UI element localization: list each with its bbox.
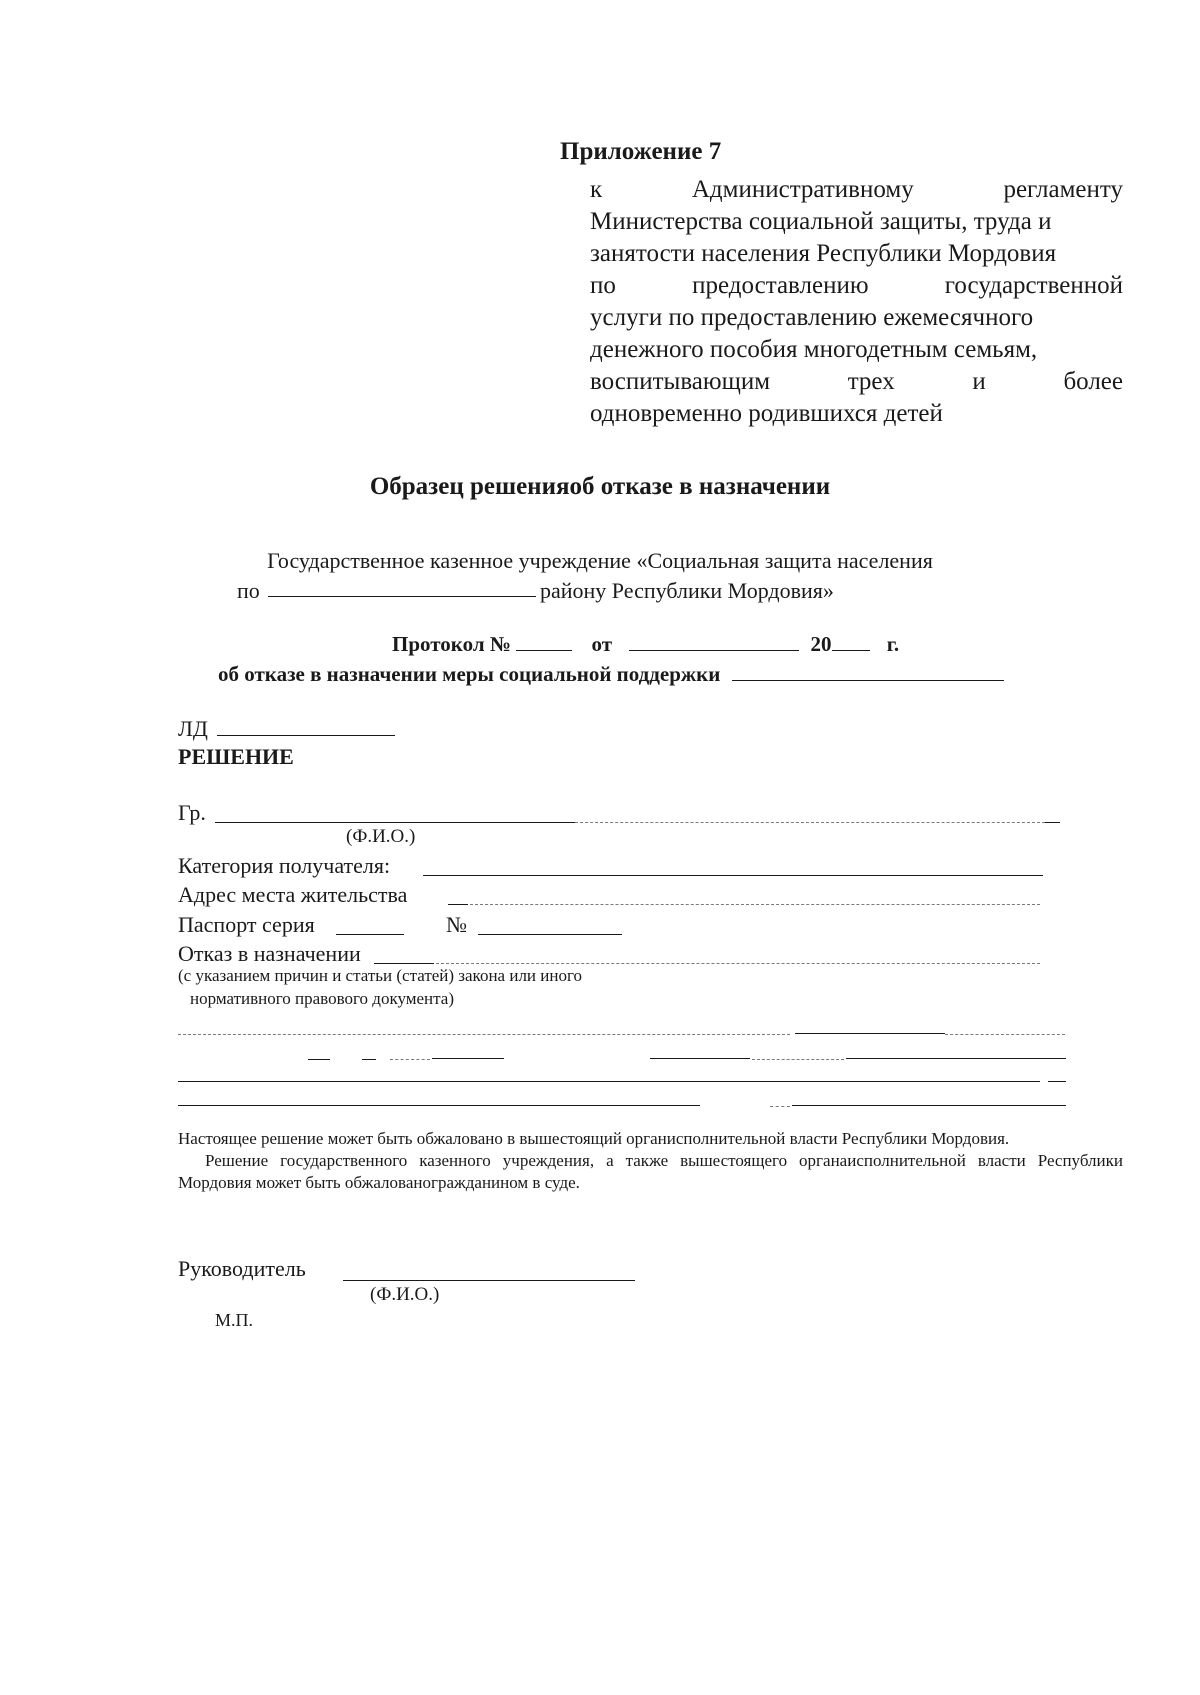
appendix-title: Приложение 7 xyxy=(560,138,722,165)
appendix-word: трех xyxy=(847,368,895,395)
reason-line-1-end xyxy=(945,1034,1065,1035)
ld-number-blank[interactable] xyxy=(217,735,395,736)
appendix-line-3 xyxy=(590,238,1123,270)
refusal-label: Отказ в назначении xyxy=(178,941,361,966)
appendix-word: одновременно родившихся детей xyxy=(590,400,943,427)
reason-line-4-end[interactable] xyxy=(792,1105,1066,1106)
refusal-blank-start xyxy=(374,963,434,964)
appeal-notice-para-2: Решение государственного казенного учреждения, а также вышестоящего органаисполнительной власти Республики Мордовия может быть обжалованогражданином в суде. xyxy=(178,1151,1123,1192)
citizen-fio-blank[interactable] xyxy=(215,822,575,823)
citizen-label: Гр. xyxy=(178,800,206,825)
head-fio-hint: (Ф.И.О.) xyxy=(370,1284,440,1305)
address-blank-start xyxy=(448,904,468,905)
reason-line-3[interactable] xyxy=(178,1081,1040,1082)
reason-line-2-seg-d xyxy=(432,1058,504,1059)
appendix-word: воспитывающим xyxy=(590,368,771,395)
appendix-line-7 xyxy=(590,366,1123,398)
protocol-heading xyxy=(392,632,899,657)
appendix-line-5 xyxy=(590,302,1123,334)
appendix-word: предоставлению xyxy=(692,272,869,299)
appendix-word: Министерства социальной защиты, труда и xyxy=(590,208,1052,235)
passport-series-blank[interactable] xyxy=(336,934,404,935)
protocol-g: г. xyxy=(886,632,900,656)
appeal-notice xyxy=(178,1128,1123,1194)
protocol-subheading-text: об отказе в назначении меры социальной поддержки xyxy=(218,662,721,686)
organization-line-2-suffix: району Республики Мордовия» xyxy=(540,578,834,603)
ld-label: ЛД xyxy=(178,716,208,741)
reason-line-2-seg-f xyxy=(752,1059,844,1060)
appendix-word: услуги по предоставлению ежемесячного xyxy=(590,304,1034,331)
protocol-date-blank[interactable] xyxy=(629,650,799,651)
category-blank[interactable] xyxy=(423,875,1043,876)
district-blank-line[interactable] xyxy=(268,596,536,597)
appendix-line-4 xyxy=(590,270,1123,302)
passport-series-label: Паспорт серия xyxy=(178,912,315,937)
head-signature-blank[interactable] xyxy=(343,1280,635,1281)
reason-line-1[interactable] xyxy=(795,1033,945,1034)
protocol-year: 20 xyxy=(810,632,832,656)
appendix-body xyxy=(590,174,1123,430)
protocol-year-blank[interactable] xyxy=(832,650,870,651)
citizen-fio-blank-faded xyxy=(575,822,1045,823)
appendix-word: занятости населения Республики Мордовия xyxy=(590,240,1057,267)
organization-line-2-prefix: по xyxy=(237,578,260,603)
appendix-word: и xyxy=(972,368,986,395)
citizen-fio-blank-end xyxy=(1045,822,1060,823)
appendix-line-1 xyxy=(590,174,1123,206)
appeal-notice-para-1: Настоящее решение может быть обжаловано в вышестоящий органисполнительной власти Республики Мордовия. xyxy=(178,1129,1010,1148)
document-title: Образец решенияоб отказе в назначении xyxy=(369,473,831,500)
reason-line-2-seg-c xyxy=(390,1059,430,1060)
passport-number-blank[interactable] xyxy=(478,934,622,935)
reason-line-4[interactable] xyxy=(178,1105,700,1106)
reason-line-1-faded xyxy=(178,1034,790,1035)
appendix-word: денежного пособия многодетным семьям, xyxy=(590,336,1038,363)
category-label: Категория получателя: xyxy=(178,853,391,878)
reason-line-3-end xyxy=(1048,1081,1066,1082)
refusal-blank[interactable] xyxy=(436,963,1040,964)
appendix-word: регламенту xyxy=(1003,176,1123,203)
address-blank[interactable] xyxy=(470,904,1040,905)
passport-number-label: № xyxy=(446,912,467,937)
appendix-word: государственной xyxy=(944,272,1123,299)
stamp-label: М.П. xyxy=(215,1310,254,1330)
reason-line-2-seg-a xyxy=(308,1059,330,1060)
address-label: Адрес места жительства xyxy=(178,882,408,907)
refusal-hint-2: нормативного правового документа) xyxy=(190,989,454,1008)
appendix-word: более xyxy=(1063,368,1123,395)
appendix-line-2 xyxy=(590,206,1123,238)
personal-file-row xyxy=(178,716,395,742)
refusal-hint-1: (с указанием причин и статьи (статей) закона или иного xyxy=(178,966,583,985)
reason-line-2-seg-e xyxy=(650,1058,750,1059)
appendix-word: Административному xyxy=(691,176,914,203)
citizen-fio-hint: (Ф.И.О.) xyxy=(346,826,416,847)
appendix-word: к xyxy=(590,176,603,203)
head-label: Руководитель xyxy=(178,1256,306,1281)
protocol-number-blank[interactable] xyxy=(516,650,572,651)
support-measure-blank[interactable] xyxy=(732,680,1004,681)
decision-heading: РЕШЕНИЕ xyxy=(178,744,294,769)
organization-line-1: Государственное казенное учреждение «Социальная защита населения xyxy=(267,548,933,573)
appendix-line-6 xyxy=(590,334,1123,366)
reason-line-4-gap xyxy=(770,1106,790,1107)
appendix-line-8 xyxy=(590,398,1123,430)
protocol-label: Протокол № xyxy=(392,632,511,656)
reason-line-2-seg-b xyxy=(362,1059,376,1060)
protocol-from: от xyxy=(591,632,613,656)
appendix-word: по xyxy=(590,272,616,299)
reason-line-2[interactable] xyxy=(846,1058,1066,1059)
protocol-subheading xyxy=(218,662,1004,687)
